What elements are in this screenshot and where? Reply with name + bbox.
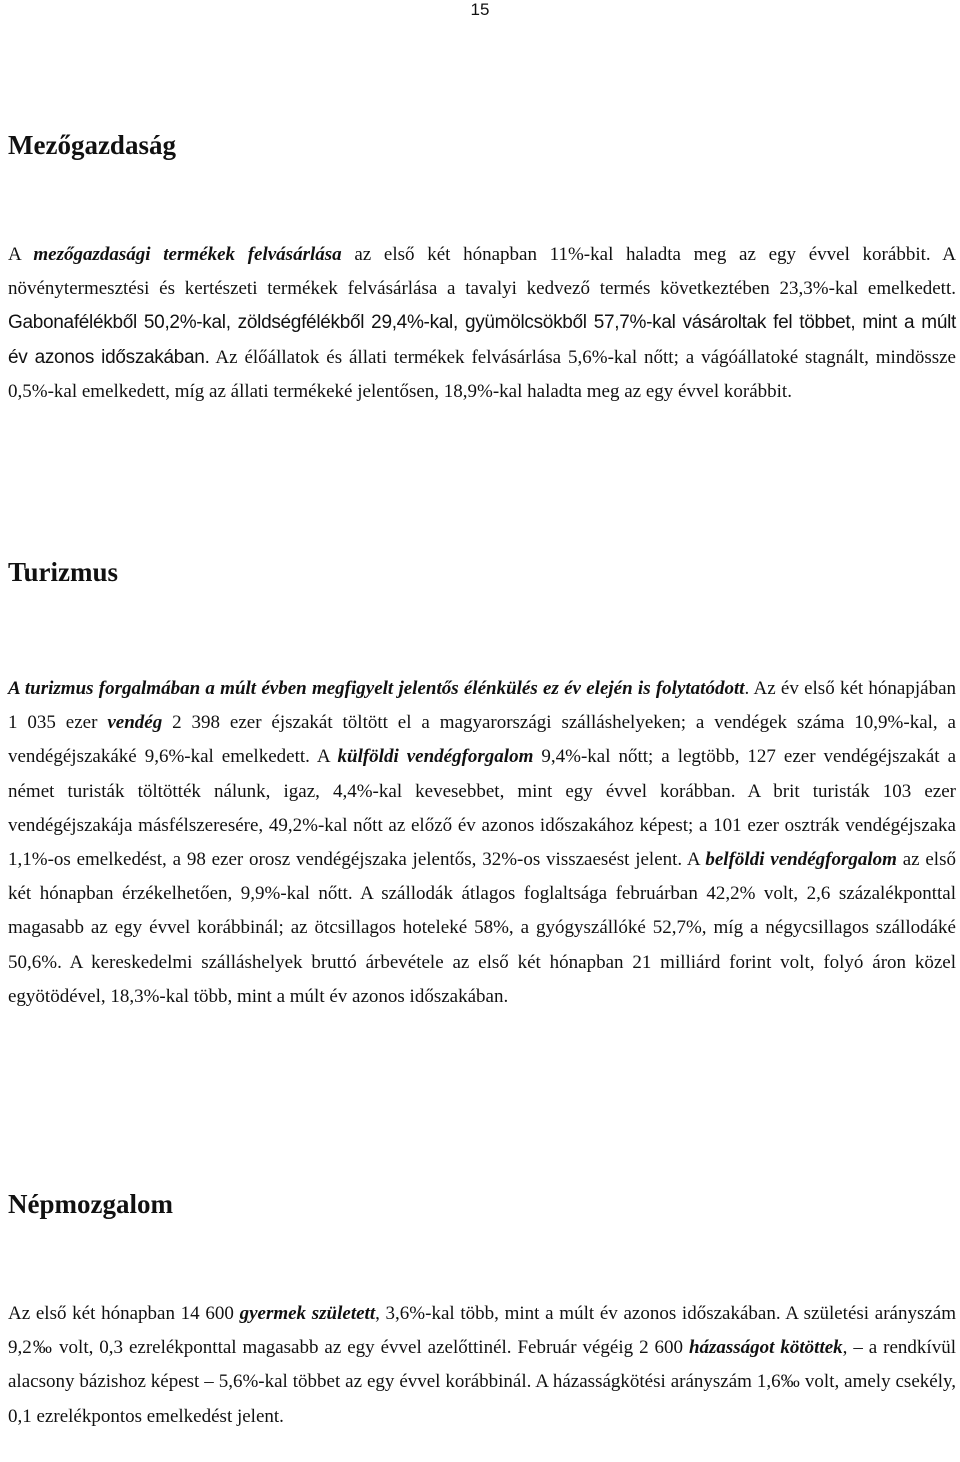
emphasis-lead: A turizmus forgalmában a múlt évben megfigyelt jelentős élénkülés ez év elején is folytatódott [8, 678, 745, 699]
text-run: az első két hónapban 11%-kal haladta meg az egy évvel korábbit. A növénytermesztési és kertészeti termékek felvásárlása a tavalyi kedvező termés következtében 23,3%-kal emelkedett. [8, 244, 956, 300]
text-run: A [8, 244, 34, 265]
paragraph-mezogazdasag [8, 238, 956, 409]
section-title-mezogazdasag: Mezőgazdaság [8, 130, 176, 160]
text-run: , 3,6%-kal több, mint a múlt év azonos időszakában. A születési arányszám 9,2‰ volt, 0,3 ezrelékponttal magasabb az egy évvel azelőttinél. Február végéig 2 600 [8, 1303, 956, 1359]
emphasis-felvasarlas: mezőgazdasági termékek felvásárlása [33, 244, 342, 265]
text-run: , – a rendkívül alacsony bázishoz képest – 5,6%-kal többet az egy évvel korábbinál. A házasságkötési arányszám 1,6‰ volt, amely csekély, 0,1 ezrelékpontos emelkedést jelent. [8, 1337, 956, 1427]
text-run-condensed: Gabonafélékből 50,2%-kal, zöldségfélékből 29,4%-kal, gyümölcsökből 57,7%-kal vásároltak fel többet, mint a múlt év azonos időszakában. [8, 312, 956, 368]
text-run: 9,4%-kal nőtt; a legtöbb, 127 ezer vendégéjszakát a német turisták töltötték nálunk, igaz, 4,4%-kal kevesebbet, mint egy évvel korábban. A brit turisták 103 ezer vendégéjszakája másfélszeresére, 49,2%-kal nőtt az előző év azonos időszakához képest; a 101 ezer osztrák vendégéjszaka 1,1%-os emelkedést, a 98 ezer orosz vendégéjszaka jelentős, 32%-os visszaesést jelent. A [8, 746, 956, 871]
section-title-nepmozgalom: Népmozgalom [8, 1189, 173, 1219]
paragraph-nepmozgalom [8, 1297, 956, 1434]
emphasis-hazassag: házasságot kötöttek [688, 1337, 843, 1359]
text-run: Az első két hónapban 14 600 [8, 1303, 240, 1324]
emphasis-gyermek: gyermek született [239, 1303, 376, 1324]
text-run: Az élőállatok és állati termékek felvásárlása 5,6%-kal nőtt; a vágóállatoké stagnált, mindössze 0,5%-kal emelkedett, míg az állati termékeké jelentősen, 18,9%-kal haladta meg az egy évvel korábbit. [8, 346, 956, 402]
page-number: 15 [470, 0, 490, 19]
paragraph-turizmus [8, 672, 956, 1014]
text-run: . Az év első két hónapjában 1 035 ezer [8, 678, 956, 734]
text-run: 2 398 ezer éjszakát töltött el a magyarországi szálláshelyeken; a vendégek száma 10,9%-kal, a vendégéjszakáké 9,6%-kal emelkedett. A [8, 712, 956, 768]
emphasis-vendeg: vendég [107, 712, 163, 734]
emphasis-belfoldi: belföldi vendégforgalom [705, 849, 897, 871]
section-title-turizmus: Turizmus [8, 557, 119, 587]
emphasis-kulfoldi: külföldi vendégforgalom [337, 746, 534, 768]
text-run: az első két hónapban érzékelhetően, 9,9%-kal nőtt. A szállodák átlagos foglaltsága februárban 42,2% volt, 2,6 százalékponttal magasabb az egy évvel korábbinál; az ötcsillagos hoteleké 58%, a gyógyszállóké 52,7%, míg a négycsillagos szállodáké 50,6%. A kereskedelmi szálláshelyek bruttó árbevétele az első két hónapban 21 milliárd forint volt, folyó áron közel egyötödével, 18,3%-kal több, mint a múlt év azonos időszakában. [8, 849, 956, 1007]
